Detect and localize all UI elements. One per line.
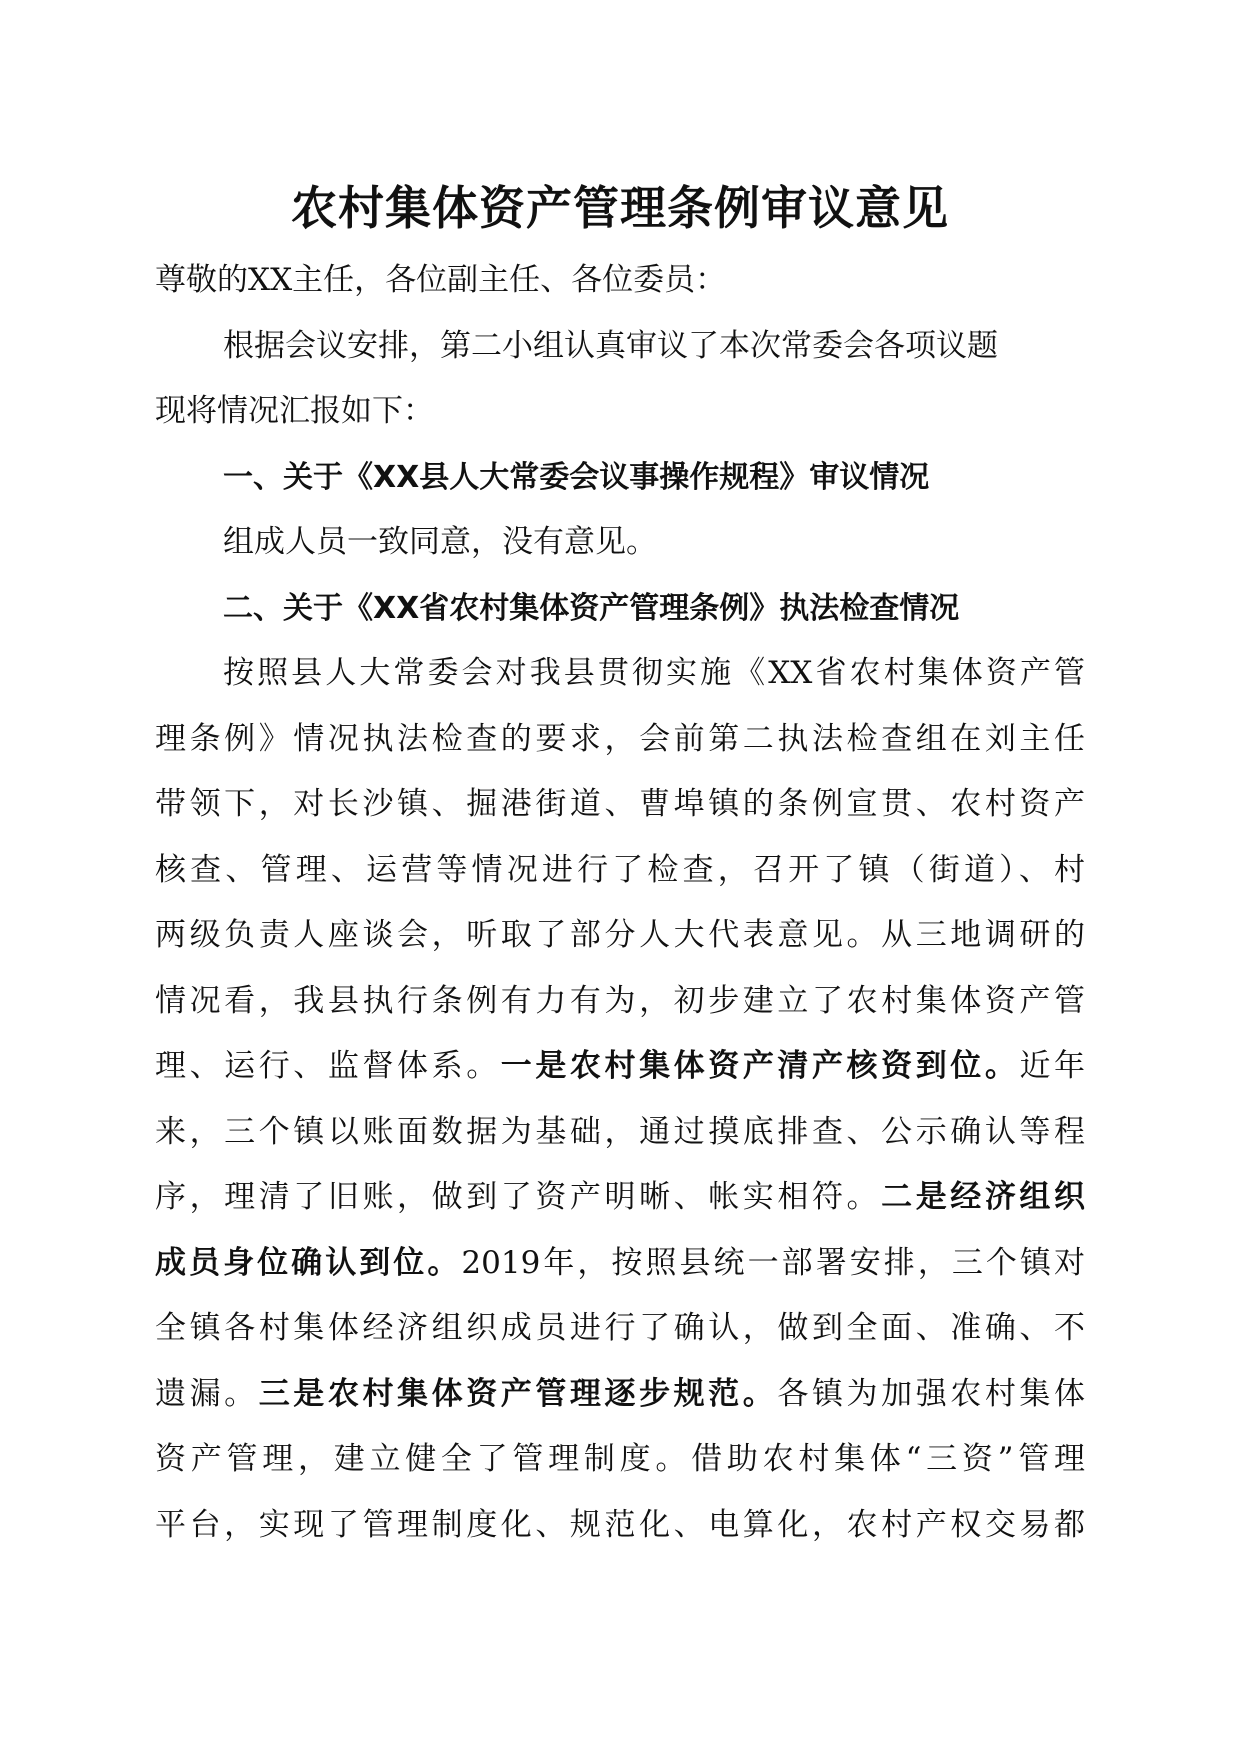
section-2-line-5: 两级负责人座谈会，听取了部分人大代表意见。从三地调研的 — [155, 917, 1085, 953]
point-1-heading: 一是农村集体资产清产核资到位。 — [500, 1048, 1020, 1084]
section-2-line-3: 带领下，对长沙镇、掘港街道、曹埠镇的条例宣贯、农村资产 — [155, 786, 1085, 822]
section-2-line-12 — [155, 1362, 1085, 1428]
section-2-line-11: 全镇各村集体经济组织成员进行了确认，做到全面、准确、不 — [155, 1310, 1085, 1346]
section-2-line-10 — [155, 1231, 1085, 1297]
intro-line-1: 根据会议安排，第二小组认真审议了本次常委会各项议题 — [223, 327, 998, 364]
salutation: 尊敬的XX主任，各位副主任、各位委员： — [155, 262, 727, 298]
section-2-line-9 — [155, 1165, 1085, 1231]
point-3-heading: 三是农村集体资产管理逐步规范。 — [258, 1375, 778, 1412]
section-2-line-4: 核查、管理、运营等情况进行了检查，召开了镇（街道）、村 — [155, 851, 1085, 888]
document-body — [155, 248, 1085, 1558]
section-2-line-6: 情况看，我县执行条例有力有为，初步建立了农村集体资产管 — [155, 982, 1085, 1019]
section-2-line-13: 资产管理，建立健全了管理制度。借助农村集体“三资”管理 — [155, 1441, 1085, 1477]
section-2-heading: 二、关于《XX省农村集体资产管理条例》执法检查情况 — [223, 590, 960, 626]
point-2-heading-start: 二是经济组织 — [881, 1179, 1085, 1215]
line-10-text-b: 2019年，按照县统一部署安排，三个镇对 — [461, 1244, 1085, 1281]
point-2-heading-end: 成员身位确认到位。 — [155, 1244, 462, 1281]
section-2-line-1: 按照县人大常委会对我县贯彻实施《XX省农村集体资产管 — [223, 655, 1085, 691]
line-9-text-a: 序，理清了旧账，做到了资产明晰、帐实相符。 — [155, 1179, 882, 1215]
section-1-heading: 一、关于《XX县人大常委会议事操作规程》审议情况 — [223, 459, 930, 495]
document-title: 农村集体资产管理条例审议意见 — [291, 181, 949, 235]
section-2-line-7 — [155, 1034, 1085, 1100]
line-7-text-a: 理、运行、监督体系。 — [155, 1048, 501, 1084]
section-2-line-8: 来，三个镇以账面数据为基础，通过摸底排查、公示确认等程 — [155, 1113, 1085, 1150]
section-1-text: 组成人员一致同意，没有意见。 — [223, 524, 657, 560]
line-12-text-a: 遗漏。 — [155, 1375, 259, 1412]
intro-line-2: 现将情况汇报如下： — [155, 393, 434, 429]
section-2-line-2: 理条例》情况执法检查的要求，会前第二执法检查组在刘主任 — [155, 720, 1085, 757]
section-2-line-14: 平台，实现了管理制度化、规范化、电算化，农村产权交易都 — [155, 1506, 1085, 1543]
line-12-text-c: 各镇为加强农村集体 — [777, 1375, 1085, 1412]
line-7-text-c: 近年 — [1019, 1048, 1085, 1084]
